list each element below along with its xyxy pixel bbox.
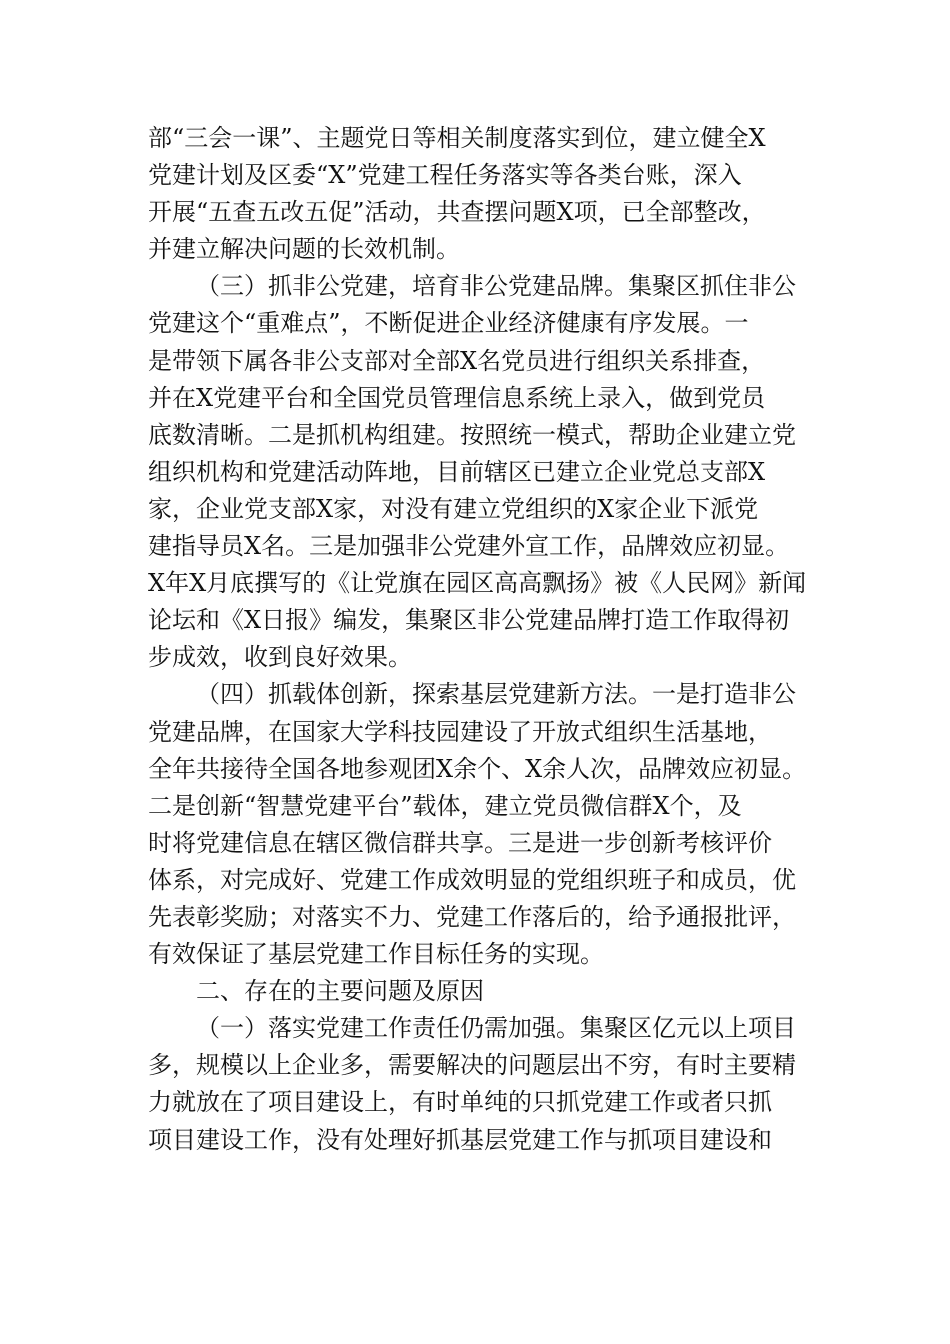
text-line: （三）抓非公党建，培育非公党建品牌。集聚区抓住非公 (196, 272, 796, 301)
text-line: 有效保证了基层党建工作目标任务的实现。 (148, 940, 604, 969)
text-line: 是带领下属各非公支部对全部X名党员进行组织关系排查， (148, 346, 766, 375)
text-line: 二、存在的主要问题及原因 (196, 977, 484, 1006)
text-line: 建指导员X名。三是加强非公党建外宣工作，品牌效应初显。 (148, 532, 790, 561)
text-line: 力就放在了项目建设上，有时单纯的只抓党建工作或者只抓 (148, 1088, 772, 1117)
document-body (148, 120, 828, 1159)
text-line: （四）抓载体创新，探索基层党建新方法。一是打造非公 (196, 680, 796, 709)
text-line: 家，企业党支部X家，对没有建立党组织的X家企业下派党 (148, 494, 759, 523)
text-line: （一）落实党建工作责任仍需加强。集聚区亿元以上项目 (196, 1014, 796, 1043)
text-line: 部“三会一课”、主题党日等相关制度落实到位，建立健全X (148, 124, 766, 152)
text-line: 二是创新“智慧党建平台”载体，建立党员微信群X个，及 (148, 791, 742, 820)
text-line: 项目建设工作，没有处理好抓基层党建工作与抓项目建设和 (148, 1125, 772, 1154)
text-line: 步成效，收到良好效果。 (148, 643, 412, 672)
text-line: 党建计划及区委“X”党建工程任务落实等各类台账，深入 (148, 161, 742, 190)
text-line: 论坛和《X日报》编发，集聚区非公党建品牌打造工作取得初 (148, 606, 790, 635)
text-line: 底数清晰。二是抓机构组建。按照统一模式，帮助企业建立党 (148, 420, 796, 449)
text-line: 开展“五查五改五促”活动，共查摆问题X项，已全部整改， (148, 198, 766, 227)
text-line: X年X月底撰写的《让党旗在园区高高飘扬》被《人民网》新闻 (148, 569, 807, 598)
text-line: 全年共接待全国各地参观团X余个、X余人次，品牌效应初显。 (148, 754, 807, 783)
text-line: 时将党建信息在辖区微信群共享。三是进一步创新考核评价 (148, 828, 772, 857)
text-line: 并在X党建平台和全国党员管理信息系统上录入，做到党员 (148, 383, 766, 412)
text-line: 多，规模以上企业多，需要解决的问题层出不穷，有时主要精 (148, 1051, 796, 1080)
text-line: 党建这个“重难点”，不断促进企业经济健康有序发展。一 (148, 309, 749, 338)
text-line: 先表彰奖励；对落实不力、党建工作落后的，给予通报批评， (148, 902, 796, 931)
text-line: 并建立解决问题的长效机制。 (148, 235, 460, 264)
text-line: 党建品牌，在国家大学科技园建设了开放式组织生活基地， (148, 717, 772, 746)
text-line: 组织机构和党建活动阵地，目前辖区已建立企业党总支部X (148, 457, 766, 486)
text-line: 体系，对完成好、党建工作成效明显的党组织班子和成员，优 (148, 865, 796, 894)
